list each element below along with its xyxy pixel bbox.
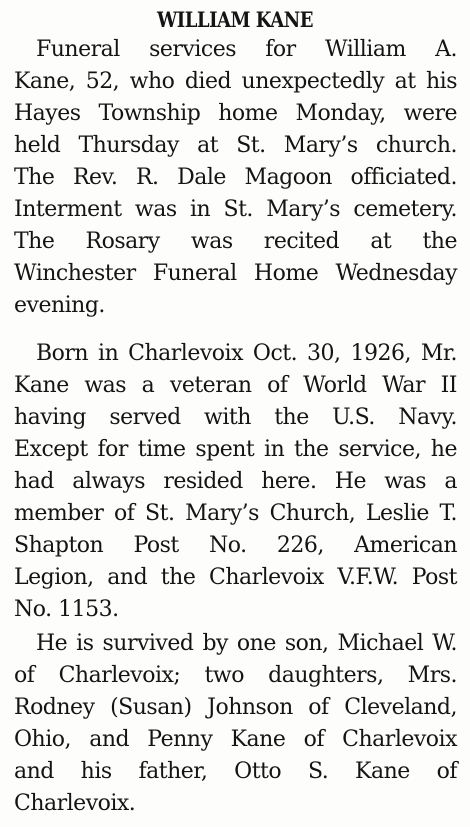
text-line: Kane, 52, who died unexpectedly at his [14, 69, 457, 94]
text-line: had always resided here. He was a [14, 469, 457, 494]
text-line: Charlevoix. [14, 791, 136, 816]
text-line: He is survived by one son, Michael W. [36, 631, 457, 656]
text-line: and his father, Otto S. Kane of [14, 759, 457, 784]
text-line: The Rev. R. Dale Magoon officiated. [14, 165, 457, 190]
text-line: Winchester Funeral Home Wednesday [14, 261, 457, 286]
text-line: No. 1153. [14, 597, 119, 622]
text-line: Kane was a veteran of World War II [14, 373, 457, 398]
text-line: Legion, and the Charlevoix V.F.W. Post [14, 565, 457, 590]
text-line: held Thursday at St. Mary’s church. [14, 133, 457, 158]
text-line: evening. [14, 293, 105, 318]
text-line: of Charlevoix; two daughters, Mrs. [14, 663, 457, 688]
text-line: having served with the U.S. Navy. [14, 405, 457, 430]
text-line: Funeral services for William A. [36, 37, 457, 62]
text-line: Shapton Post No. 226, American [14, 533, 457, 558]
text-line: member of St. Mary’s Church, Leslie T. [14, 501, 457, 526]
text-line: Except for time spent in the service, he [14, 437, 457, 462]
obituary-headline: WILLIAM KANE [157, 7, 313, 32]
text-line: Born in Charlevoix Oct. 30, 1926, Mr. [36, 341, 457, 366]
text-line: Ohio, and Penny Kane of Charlevoix [14, 727, 457, 752]
text-line: The Rosary was recited at the [14, 229, 457, 254]
text-line: Hayes Township home Monday, were [14, 101, 457, 126]
text-line: Rodney (Susan) Johnson of Cleveland, [14, 695, 457, 720]
text-line: Interment was in St. Mary’s cemetery. [14, 197, 457, 222]
